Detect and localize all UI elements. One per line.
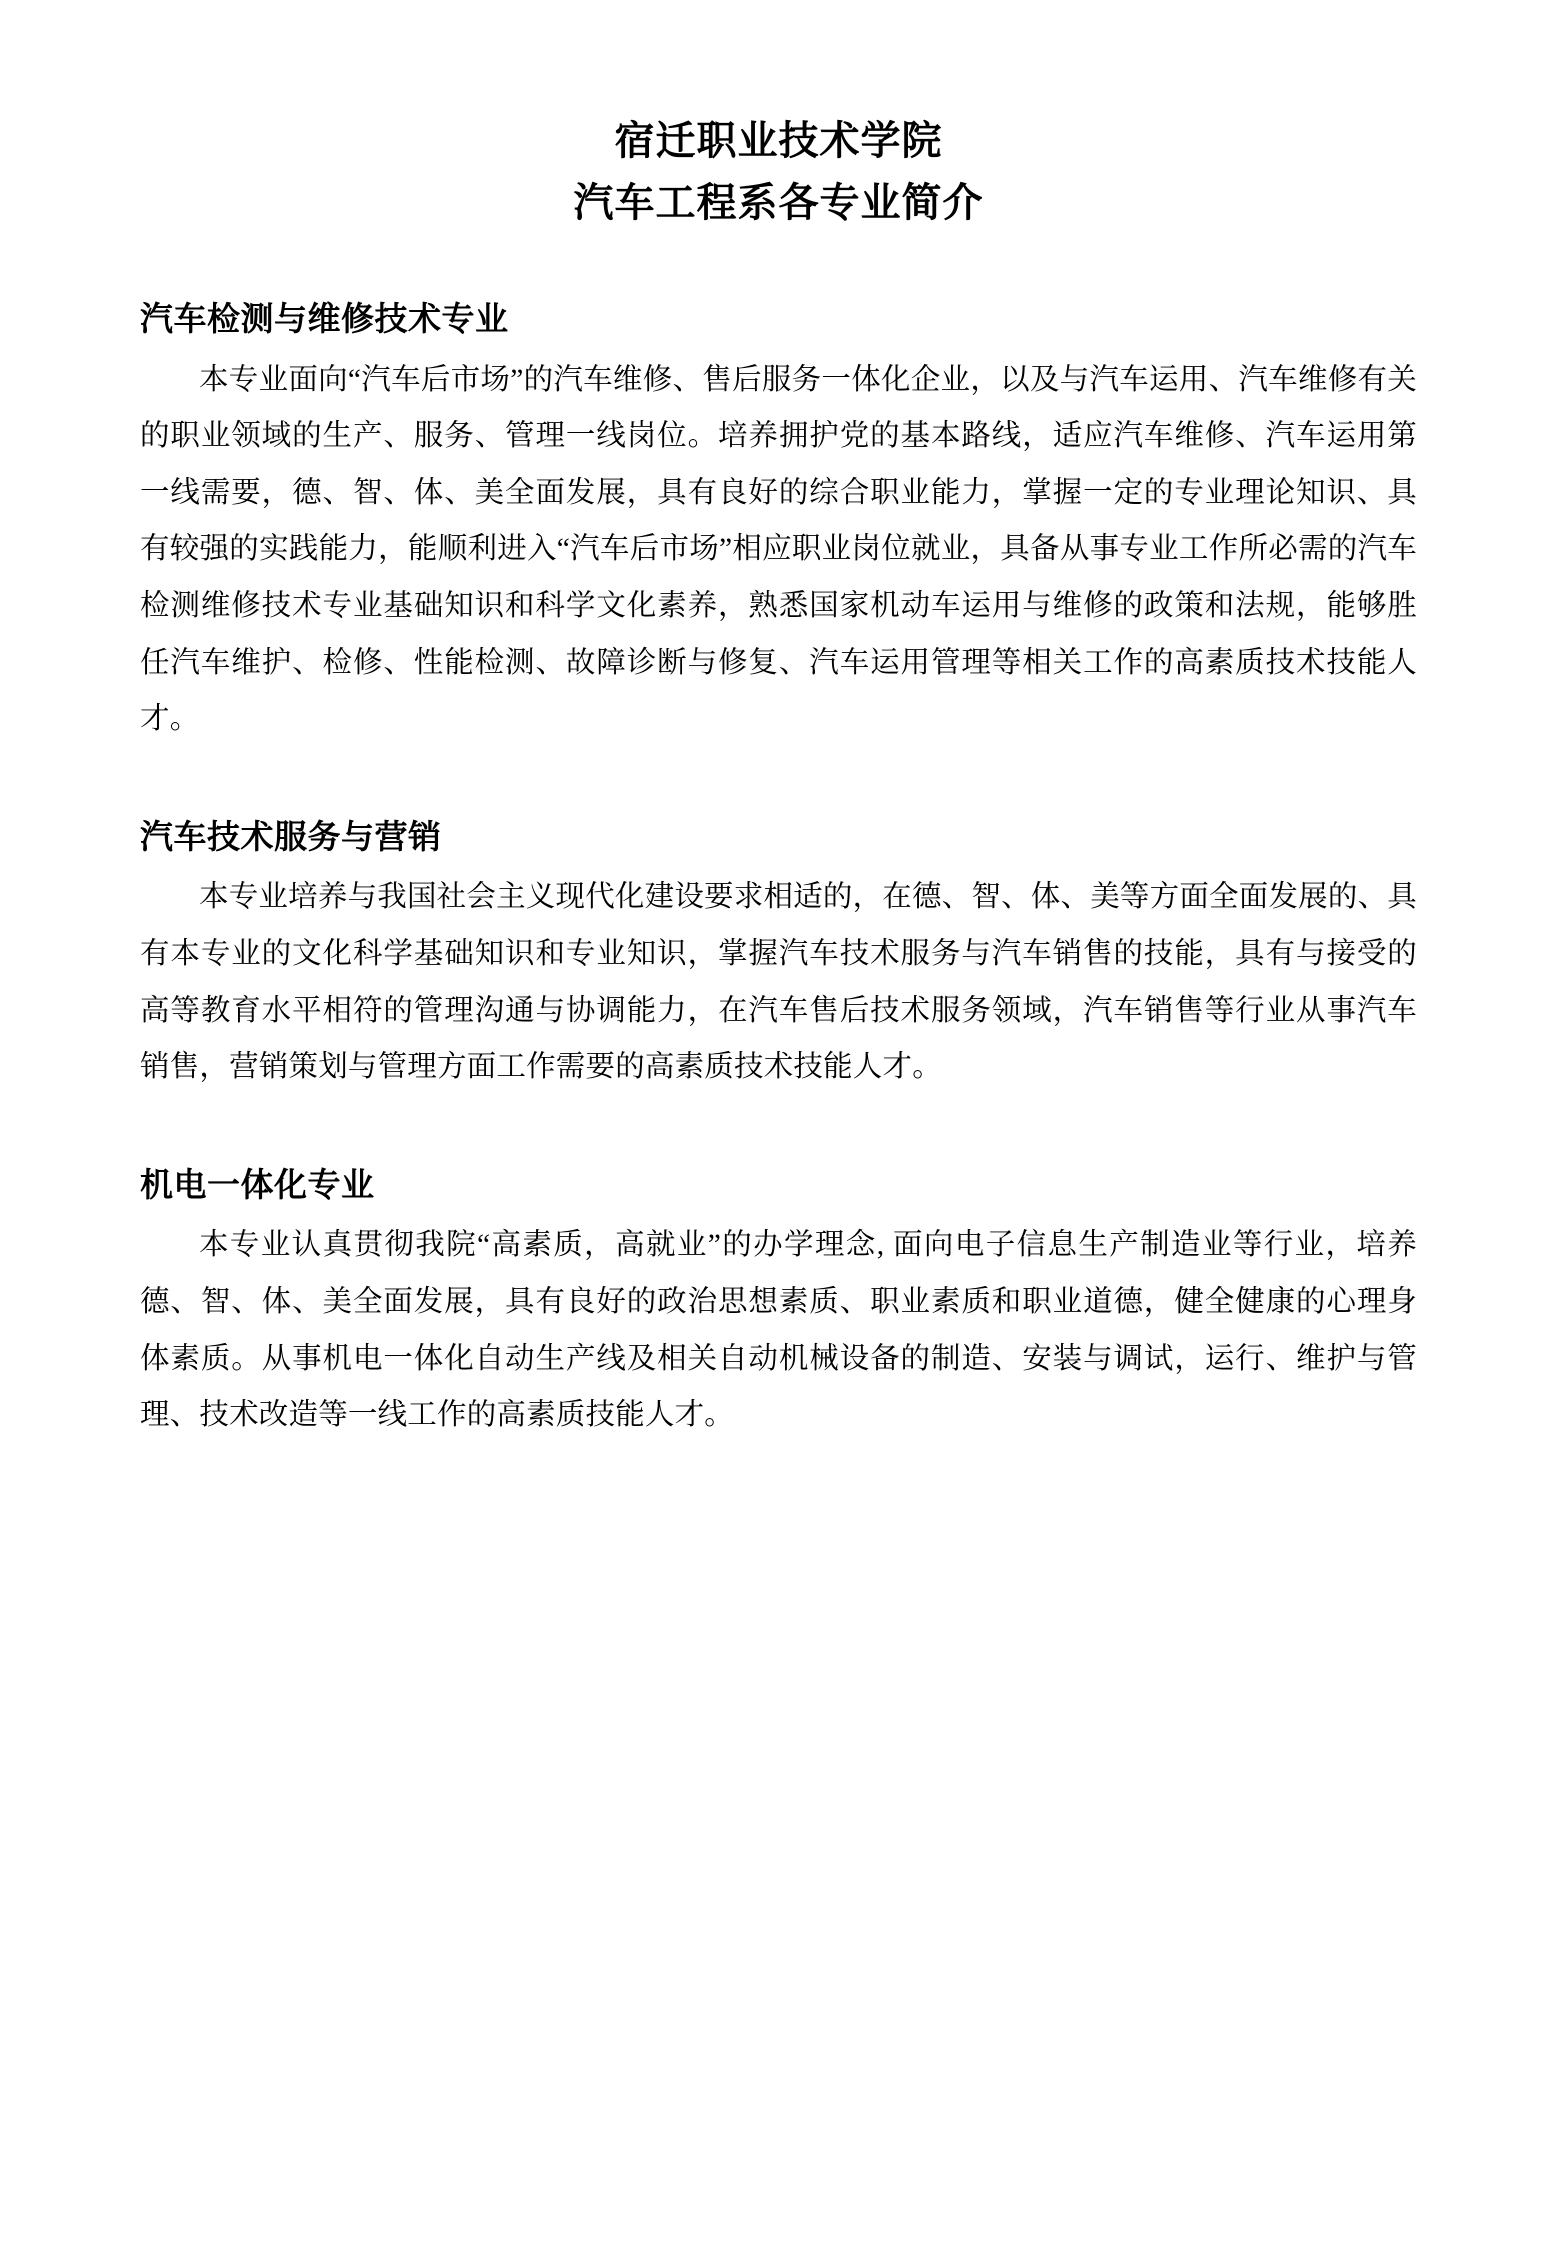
section-spacer-1	[140, 774, 1417, 814]
section-body-1: 本专业面向“汽车后市场”的汽车维修、售后服务一体化企业，以及与汽车运用、汽车维修有关的职业领域的生产、服务、管理一线岗位。培养拥护党的基本路线，适应汽车维修、汽车运用第一线需要，德、智、体、美全面发展，具有良好的综合职业能力，掌握一定的专业理论知识、具有较强的实践能力，能顺利进入“汽车后市场”相应职业岗位就业，具备从事专业工作所必需的汽车检测维修技术专业基础知识和科学文化素养，熟悉国家机动车运用与维修的政策和法规，能够胜任汽车维护、检修、性能检测、故障诊断与修复、汽车运用管理等相关工作的高素质技术技能人才。	[140, 363, 1417, 736]
page-title	[140, 110, 1417, 234]
section-body-2: 本专业培养与我国社会主义现代化建设要求相适的，在德、智、体、美等方面全面发展的、具有本专业的文化科学基础知识和专业知识，掌握汽车技术服务与汽车销售的技能，具有与接受的高等教育水平相符的管理沟通与协调能力，在汽车售后技术服务领域，汽车销售等行业从事汽车销售，营销策划与管理方面工作需要的高素质技术技能人才。	[140, 881, 1417, 1084]
section-heading-3: 机电一体化专业	[140, 1167, 375, 1204]
section-spacer-2	[140, 1122, 1417, 1162]
page-title-line-1: 宿迁职业技术学院	[614, 118, 943, 163]
section-heading-1: 汽车检测与维修技术专业	[140, 302, 509, 338]
section-heading-2: 汽车技术服务与营销	[140, 819, 442, 856]
section-mechatronics	[140, 1162, 1417, 1444]
page-title-line-2: 汽车工程系各专业简介	[573, 180, 984, 225]
title-spacer	[140, 234, 1417, 296]
section-body-3: 本专业认真贯彻我院“高素质，高就业”的办学理念, 面向电子信息生产制造业等行业，培养德、智、体、美全面发展，具有良好的政治思想素质、职业素质和职业道德，健全健康的心理身体素质。从事机电一体化自动生产线及相关自动机械设备的制造、安装与调试，运行、维护与管理、技术改造等一线工作的高素质技能人才。	[140, 1229, 1417, 1432]
section-auto-inspection-repair	[140, 296, 1417, 748]
section-auto-service-marketing	[140, 814, 1417, 1096]
